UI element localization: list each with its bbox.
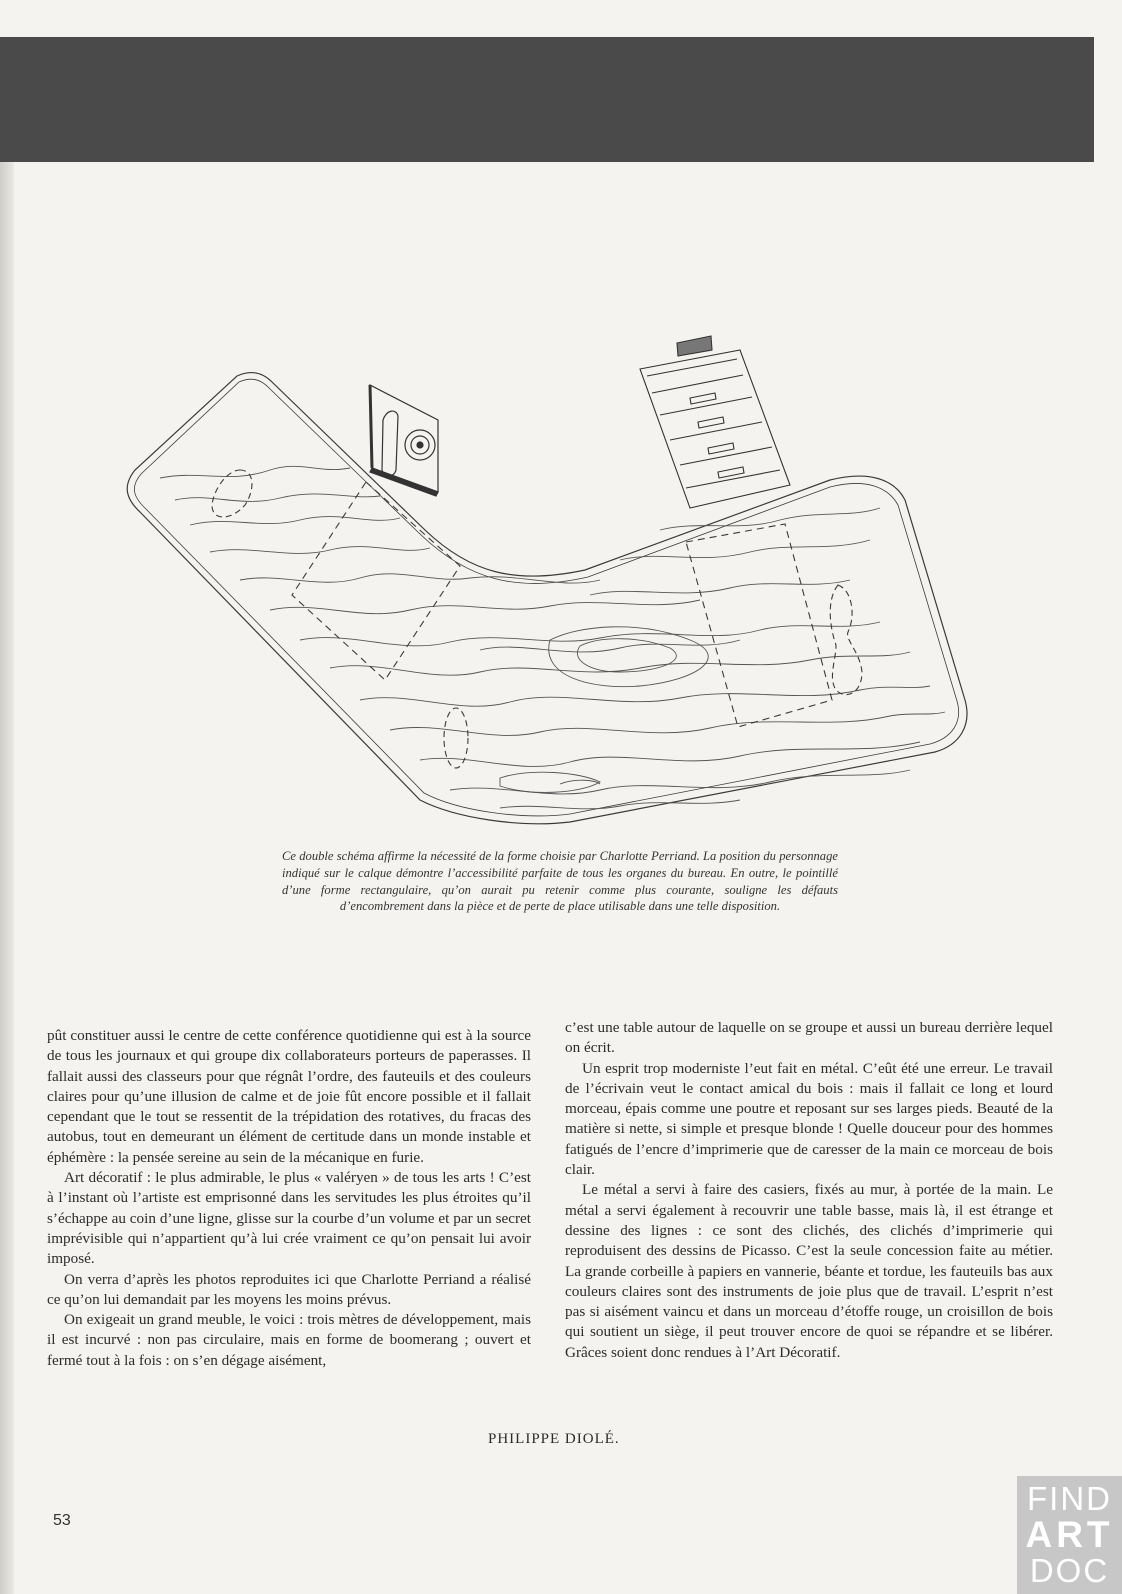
desk-diagram — [118, 333, 980, 833]
paragraph: Le métal a servi à faire des casiers, fixés au mur, à portée de la main. Le métal a servi également à recouvrir une table basse, mais là, il est étrange et dessine des lignes : ce sont des clichés, des clichés d’imprimerie qui reproduisent des dessins de Picasso. C’est la seule concession faite au métier. La grande corbeille à papiers en vannerie, béante et tordue, les fauteuils bas aux couleurs claires sont des instruments de joie plus que de travail. L’esprit n’est pas si aisément vaincu et dans un morceau d’étoffe rouge, un croisillon de bois qui soutient un siège, il peut trouver encore de quoi se répandre et se libérer. Grâces soient donc rendues à l’Art Décoratif. — [565, 1181, 1053, 1361]
paragraph: Art décoratif : le plus admirable, le plus « valéryen » de tous les arts ! C’est à l’instant où l’artiste est emprisonné dans les servitudes les plus étroites qu’il s’échappe au coin d’une ligne, glisse sur la courbe d’un volume et par un secret imprévisible qui n’appartient qu’à lui crée vraiment ce qu’on pensait lui avoir imposé. — [47, 1169, 531, 1268]
wood-grain — [160, 466, 945, 809]
paragraph: pût constituer aussi le centre de cette conférence quotidienne qui est à la source de tous les journaux et qui groupe dix collaborateurs porteurs de paperasses. Il fallait aussi des classeurs pour que régnât l’ordre, des fauteuils et des couleurs claires pour qu’une illusion de calme et de joie fût encore possible et il fallait cependant que le tout se ressentit de la trépidation des rotatives, du fracas des autobus, tout en demeurant un élément de certitude dans un monde instable et éphémère : la pensée sereine au sein de la mécanique en furie. — [47, 1027, 531, 1166]
paragraph: Un esprit trop moderniste l’eut fait en métal. C’eût été une erreur. Le travail de l’écrivain veut le contact amical du bois : mais il fallait ce long et lourd morceau, épais comme une poutre et reposant sur ses larges pieds. Beauté de la matière si nette, si simple et presque blonde ! Quelle douceur pour des hommes fatigués de l’encre d’imprimerie que de caresser de la main ce morceau de bois clair. — [565, 1059, 1053, 1179]
paragraph: On verra d’après les photos reproduites ici que Charlotte Perriand a réalisé ce qu’on lui demandait par les moyens les moins prévus. — [47, 1270, 531, 1308]
figure-caption: Ce double schéma affirme la nécessité de la forme choisie par Charlotte Perriand. La position du personnage indiqué sur le calque démontre l’accessibilité parfaite de tous les organes du bureau. En outre, le pointillé d’une forme rectangulaire, qu’on aurait pu retenir comme plus courante, souligne les défauts d’encombrement dans la pièce et de perte de place utilisable dans une telle disposition. — [282, 849, 838, 914]
header-bar — [0, 37, 1094, 162]
paragraph: On exigeait un grand meuble, le voici : trois mètres de développement, mais il est incurvé : non pas circulaire, mais en forme de boomerang ; ouvert et fermé tout à la fois : on s’en dégage aisément, — [47, 1311, 531, 1369]
logo-line-doc: DOC — [1029, 1552, 1110, 1589]
logo-line-art: ART — [1025, 1514, 1114, 1555]
filing-cabinet-icon — [640, 336, 790, 508]
author-signature: PHILIPPE DIOLÉ. — [488, 1431, 620, 1447]
boomerang-desk-outline — [127, 373, 967, 824]
paragraph: c’est une table autour de laquelle on se groupe et aussi un bureau derrière lequel on écrit. — [565, 1019, 1053, 1057]
article-column-left — [47, 1026, 531, 1371]
page-number: 53 — [53, 1512, 71, 1529]
logo-line-find: FIND — [1027, 1480, 1112, 1517]
boomerang-desk-inner-outline — [134, 379, 958, 816]
page-edge-strip — [0, 135, 14, 1594]
article-column-right — [565, 1018, 1053, 1363]
findartdoc-logo — [1017, 1476, 1122, 1594]
wall-phone-icon — [370, 385, 438, 496]
person-position-dashed — [212, 470, 862, 768]
